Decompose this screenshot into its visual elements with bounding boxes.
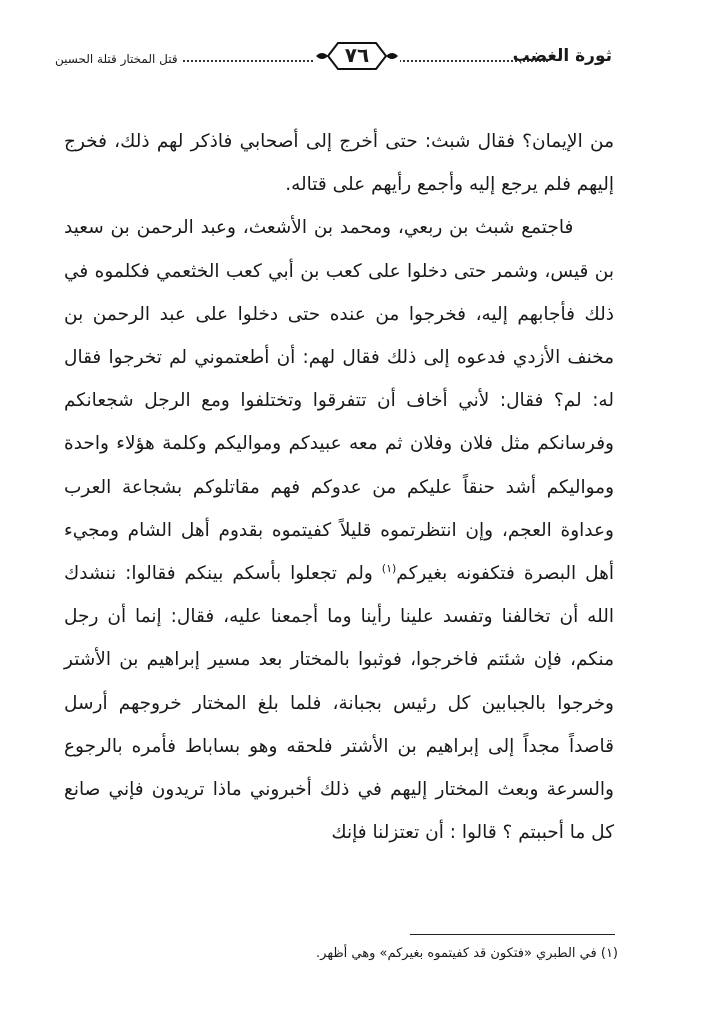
page-number: ٧٦ xyxy=(344,43,370,67)
chapter-title: قتل المختار قتلة الحسين xyxy=(52,52,181,66)
body-text xyxy=(64,120,614,854)
paragraph-2 xyxy=(64,206,614,854)
paragraph-2-part-1: فاجتمع شبث بن ربعي، ومحمد بن الأشعث، وعبد الرحمن بن سعيد بن قيس، وشمر حتى دخلوا على كعب بن أبي كعب الخثعمي فكلموه في ذلك فأجابهم إليه، فخرجوا من عنده حتى دخلوا على عبد الرحمن بن مخنف الأزدي فدعوه إلى ذلك فقال لهم: أن أطعتموني لم تخرجوا فقال له: لم؟ فقال: لأني أخاف أن تتفرقوا وتختلفوا ومع الرجل شجعانكم وفرسانكم مثل فلان وفلان ثم معه عبيدكم ومواليكم وكلمة هؤلاء واحدة ومواليكم أشد حنقاً عليكم من عدوكم فهم مقاتلوكم بشجاعة العرب وعداوة العجم، وإن انتظرتموه قليلاً كفيتموه بقدوم أهل الشام ومجيء أهل البصرة فتكفونه بغيركم xyxy=(64,217,614,585)
footnote-marker: (١) xyxy=(381,561,397,575)
footnote-separator xyxy=(410,934,615,935)
paragraph-2-part-2: ولم تجعلوا بأسكم بينكم فقالوا: ننشدك الله أن تخالفنا وتفسد علينا رأينا وما أجمعنا عليه، فقال: إنما أن رجل منكم، فإن شئتم فاخرجوا، فوثبوا بالمختار بعد مسير إبراهيم بن الأشتر وخرجوا بالجبابين كل رئيس بجبانة، فلما بلغ المختار خروجهم أرسل قاصداً مجداً إلى إبراهيم بن الأشتر فلحقه وهو بساباط فأمره بالرجوع والسرعة وبعث المختار إليهم في ذلك أخبروني ماذا تريدون فإني صانع كل ما أحببتم ؟ قالوا : أن تعتزلنا فإنك xyxy=(64,563,614,844)
footnote-text: (١) في الطبري «فتكون قد كفيتموه بغيركم» وهي أظهر. xyxy=(316,946,618,961)
page-number-badge xyxy=(314,36,400,76)
page-header xyxy=(52,32,612,88)
paragraph-1: من الإيمان؟ فقال شبث: حتى أخرج إلى أصحابي فاذكر لهم ذلك، فخرج إليهم فلم يرجع إليه وأجمع رأيهم على قتاله. xyxy=(64,131,614,196)
book-title: ثورة الغضب xyxy=(512,46,612,66)
